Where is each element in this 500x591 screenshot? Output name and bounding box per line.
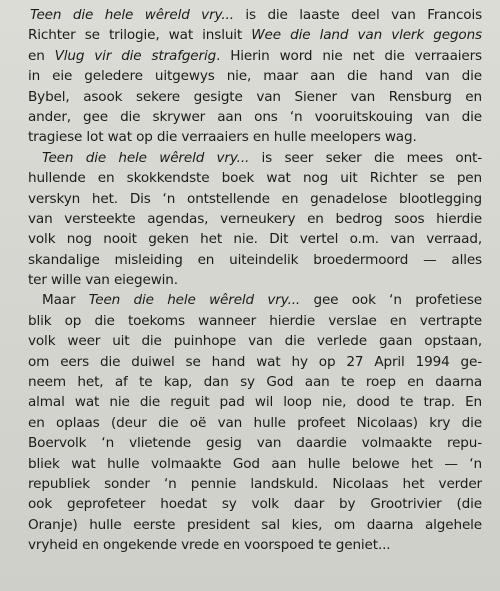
text-segment: gee ook ‘n profetiese — [300, 292, 482, 309]
text-line — [28, 352, 482, 372]
text-line — [28, 250, 482, 270]
text-line — [28, 66, 482, 86]
text-line — [28, 229, 482, 249]
text-segment: en oplaas (deur die oë van hulle profeet Nicolaas) kry die — [28, 414, 482, 431]
text-line — [28, 413, 482, 433]
text-line — [28, 331, 482, 351]
text-segment: hullende en skokkendste boek wat nog uit Richter se pen — [28, 170, 482, 187]
text-segment: ander, gee die skrywer aan ons ‘n vooruitskouing van die — [28, 108, 482, 125]
text-segment: volk weer uit die puinhope van die verlede gaan opstaan, — [28, 333, 482, 350]
text-segment: Maar — [42, 292, 89, 309]
text-line — [28, 372, 482, 392]
text-segment: almal wat nie die reguit pad wil loop nie, dood te trap. En — [28, 394, 482, 411]
text-line — [28, 5, 482, 25]
italic-title: Teen die hele wêreld vry... — [88, 292, 301, 309]
text-segment: is die laaste deel van Francois — [233, 7, 483, 23]
italic-title: Teen die hele wêreld vry... — [30, 7, 234, 23]
text-segment: skandalige misleiding en uiteindelik broedermoord — alles — [28, 251, 482, 268]
text-segment: blik op die toekoms wanneer hierdie verslae en vertrapte — [28, 312, 482, 329]
text-segment: vryheid en ongekende vrede en voorspoed te geniet... — [28, 537, 391, 554]
text-line — [28, 392, 482, 412]
text-segment: om eers die duiwel se hand wat hy op 27 April 1994 ge- — [28, 353, 482, 370]
text-line — [28, 494, 482, 514]
text-segment: bliek wat hulle volmaakte God aan hulle belowe het — ‘n — [28, 455, 482, 472]
text-line — [28, 25, 482, 45]
blurb-text — [28, 5, 482, 556]
text-segment: Boervolk ‘n vlietende gesig van daardie volmaakte repu- — [28, 435, 482, 452]
text-line — [28, 189, 482, 209]
text-line — [28, 87, 482, 107]
text-line — [28, 474, 482, 494]
text-segment: Richter se trilogie, wat insluit — [28, 27, 252, 44]
text-line — [28, 535, 482, 555]
text-line — [28, 433, 482, 453]
text-line — [28, 290, 482, 310]
text-line — [28, 454, 482, 474]
text-segment: volk nog nooit geken het nie. Dit vertel o.m. van verraad, — [28, 231, 482, 248]
text-line — [28, 107, 482, 127]
text-segment: tragiese lot wat op die verraaiers en hulle meelopers wag. — [28, 129, 417, 146]
text-segment: en — [28, 47, 55, 64]
italic-title: Vlug vir die strafgerig — [54, 47, 217, 64]
text-segment: is seer seker die mees ont- — [249, 149, 482, 166]
text-line — [28, 311, 482, 331]
text-segment: neem het, af te kap, dan sy God aan te roep en daarna — [28, 374, 482, 391]
text-segment: Bybel, asook sekere gesigte van Siener van Rensburg en — [28, 88, 482, 105]
italic-title: Teen die hele wêreld vry... — [42, 149, 250, 166]
paragraph-2 — [28, 148, 482, 291]
text-segment: ook geprofeteer hoedat sy volk daar by Grootrivier (die — [28, 496, 482, 513]
text-line — [28, 209, 482, 229]
text-segment: ter wille van eiegewin. — [28, 272, 178, 289]
text-segment: in eie geledere uitgewys nie, maar aan die hand van die — [28, 68, 482, 85]
text-segment: republiek sonder ‘n pennie landskuld. Nicolaas het verder — [28, 475, 482, 492]
text-segment: Oranje) hulle eerste president sal kies, om daarna algehele — [28, 516, 482, 533]
text-line — [28, 270, 482, 290]
paragraph-1 — [28, 5, 482, 148]
text-segment: verskyn het. Dis ‘n ontstellende en genadelose blootlegging — [28, 190, 482, 207]
text-segment: van versteekte agendas, verneukery en bedrog soos hierdie — [28, 210, 482, 227]
paragraph-3 — [28, 290, 482, 555]
italic-title: Wee die land van vlerk gegons — [251, 27, 482, 44]
text-line — [28, 127, 482, 147]
text-line — [28, 46, 482, 66]
text-line — [28, 148, 482, 168]
text-line — [28, 515, 482, 535]
text-line — [28, 168, 482, 188]
text-segment: . Hierin word nie net die verraaiers — [216, 47, 482, 64]
